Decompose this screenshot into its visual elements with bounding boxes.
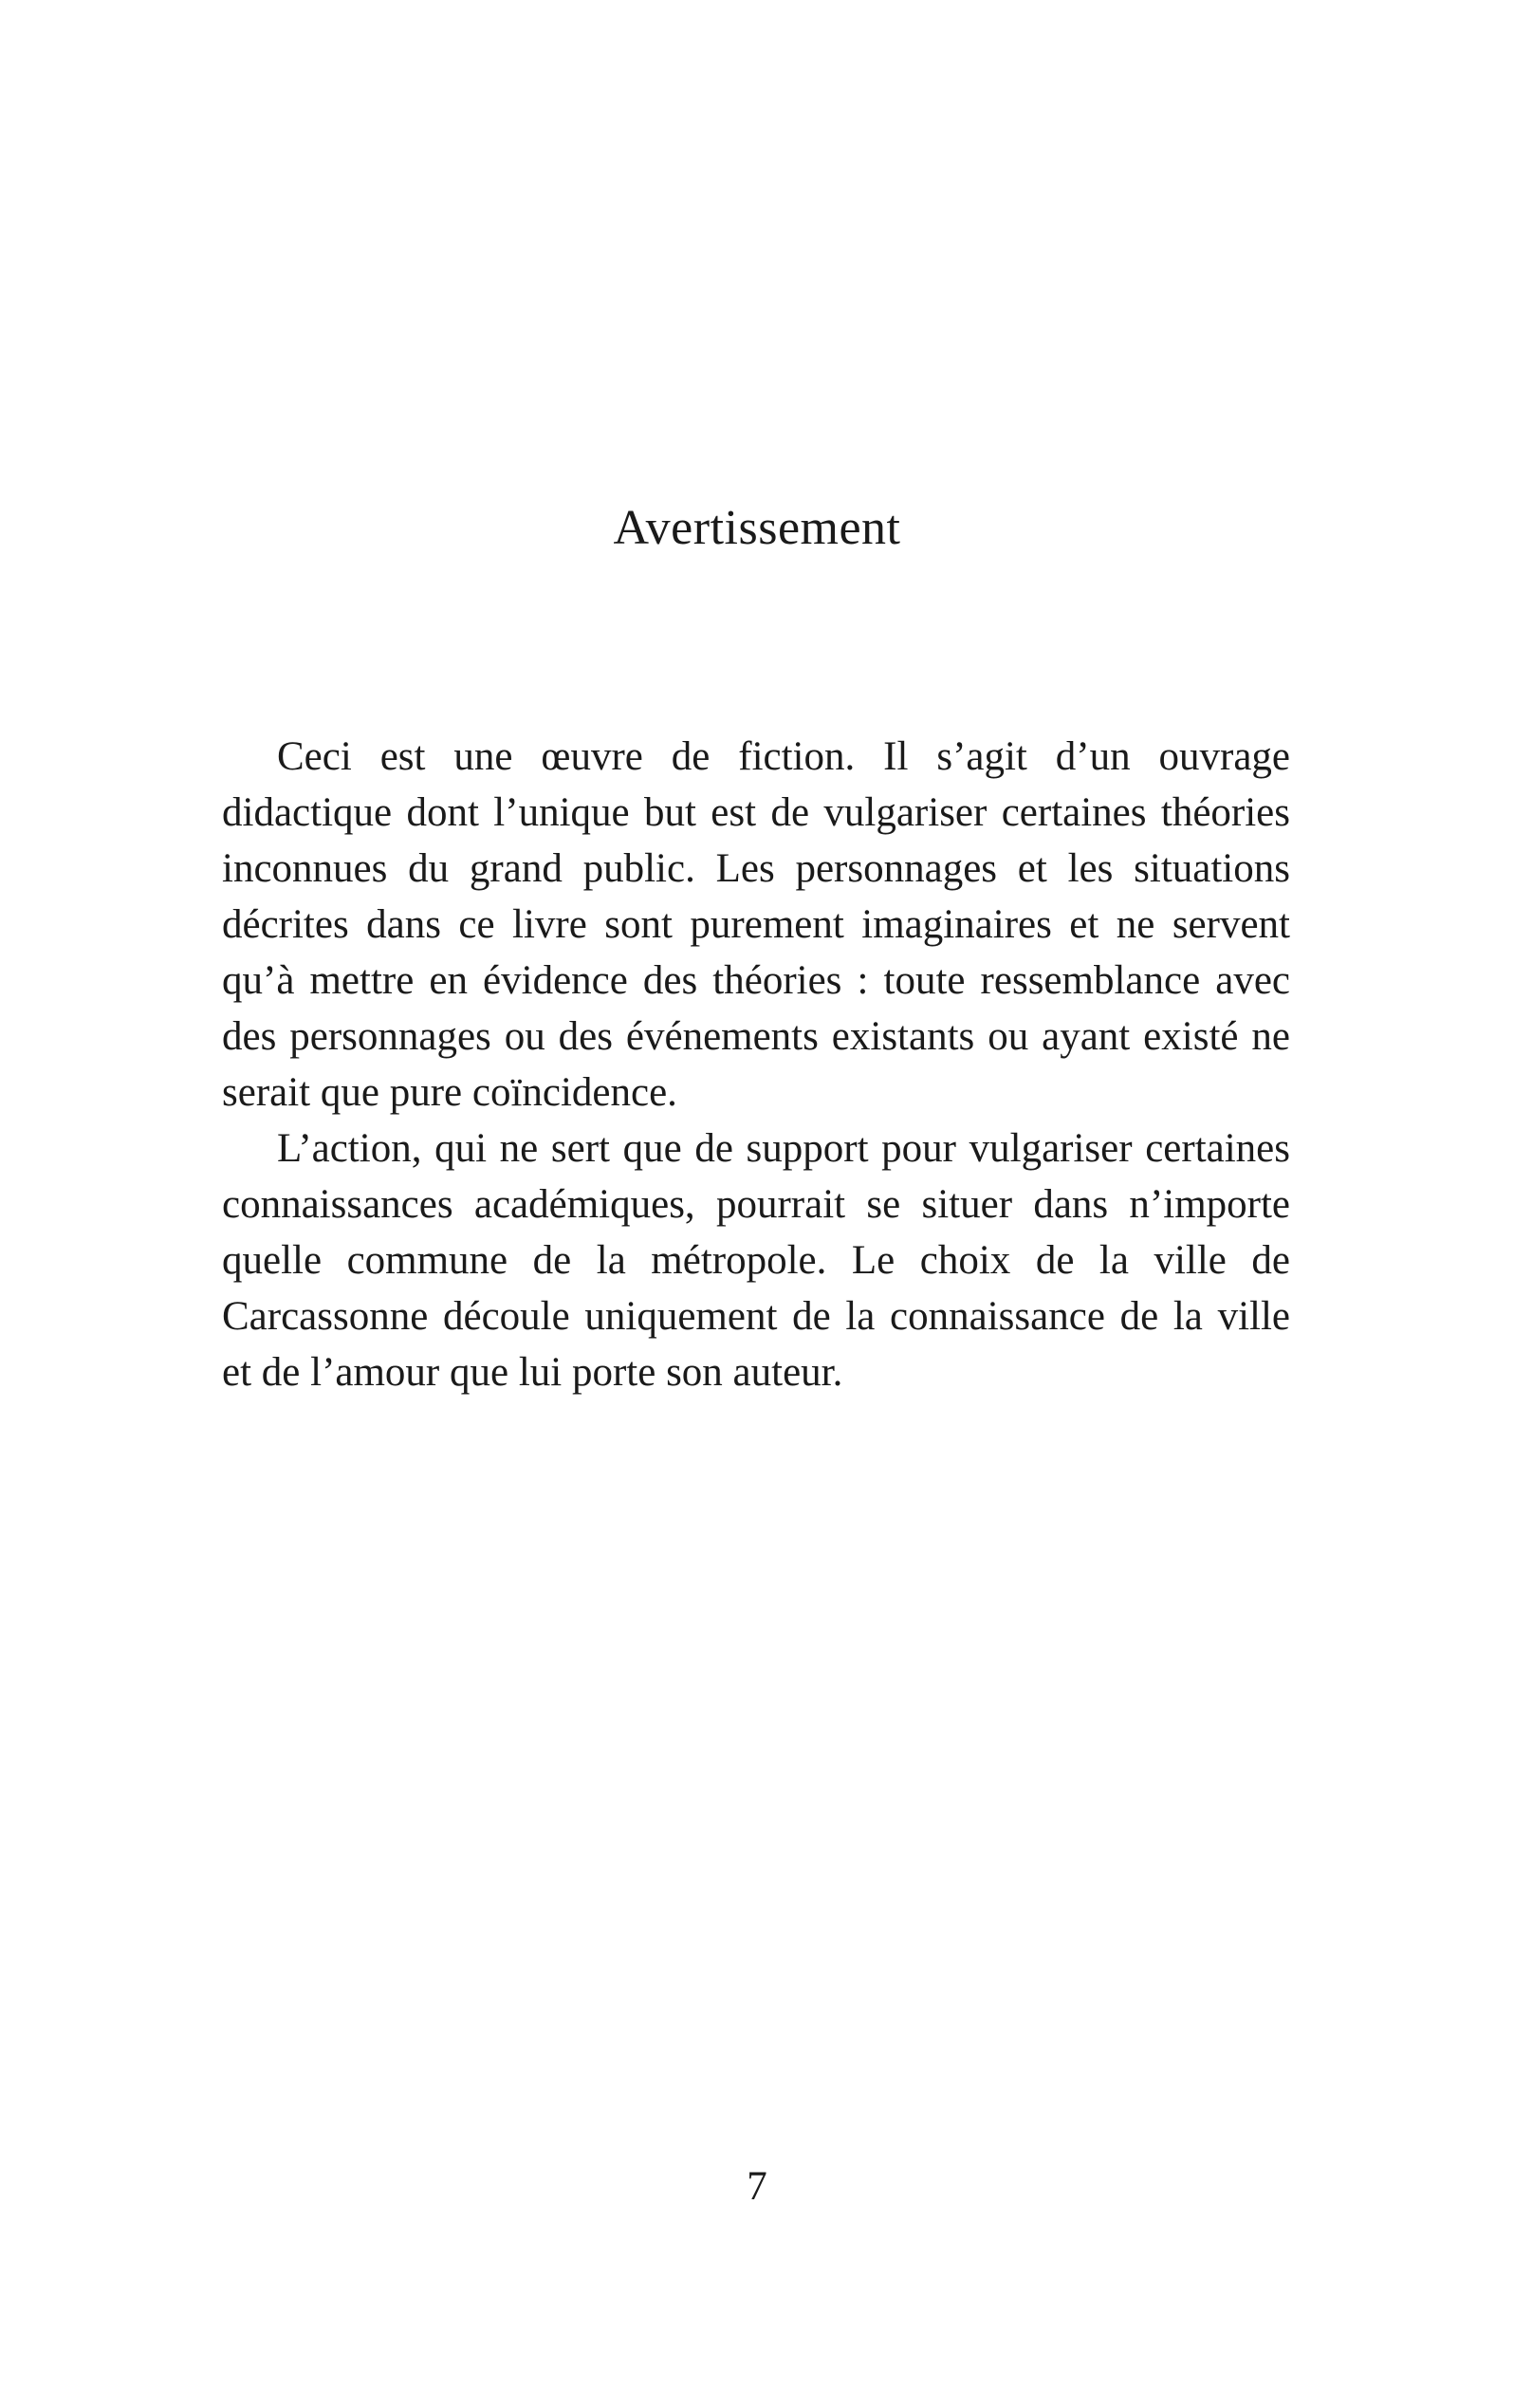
paragraph-1: Ceci est une œuvre de fiction. Il s’agit d’un ouvrage didactique dont l’unique but est de vulgariser certaines théories inconnues du grand public. Les personnages et les situations décrites dans ce livre sont purement imaginaires et ne servent qu’à mettre en évidence des théories : toute ressemblance avec des personnages ou des événements existants ou ayant existé ne serait que pure coïncidence. — [222, 734, 1290, 1115]
page-title: Avertissement — [613, 501, 901, 555]
body-text — [222, 729, 1290, 1400]
page-number: 7 — [747, 2164, 767, 2209]
paragraph-2: L’action, qui ne sert que de support pour vulgariser certaines connaissances académiques, pourrait se situer dans n’importe quelle commune de la métropole. Le choix de la ville de Carcassonne découle uniquement de la connaissance de la ville et de l’amour que lui porte son auteur. — [222, 1126, 1290, 1395]
